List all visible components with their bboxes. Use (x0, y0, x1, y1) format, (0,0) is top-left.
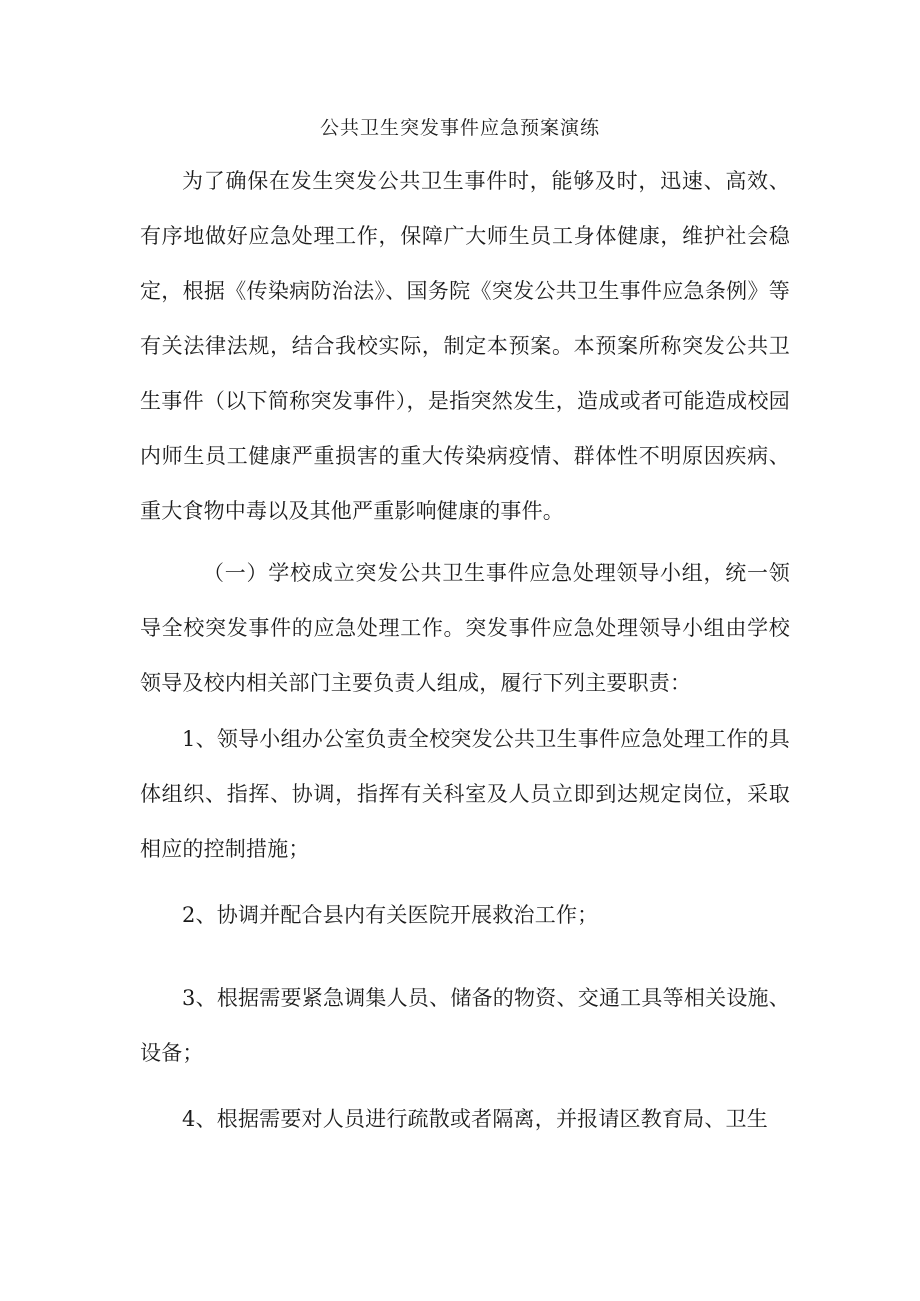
list-item-2: 2、协调并配合县内有关医院开展救治工作； (182, 903, 599, 927)
section-paragraph: （一）学校成立突发公共卫生事件应急处理领导小组，统一领导全校突发事件的应急处理工作。突发事件应急处理领导小组由学校领导及校内相关部门主要负责人组成，履行下列主要职责： (140, 561, 790, 695)
intro-paragraph: 为了确保在发生突发公共卫生事件时，能够及时，迅速、高效、有序地做好应急处理工作，保障广大师生员工身体健康，维护社会稳定，根据《传染病防治法》、国务院《突发公共卫生事件应急条例》等有关法律法规，结合我校实际，制定本预案。本预案所称突发公共卫生事件（以下简称突发事件），是指突然发生，造成或者可能造成校园内师生员工健康严重损害的重大传染病疫情、群体性不明原因疾病、重大食物中毒以及其他严重影响健康的事件。 (140, 169, 790, 523)
page-title: 公共卫生突发事件应急预案演练 (319, 117, 600, 139)
list-item-3: 3、根据需要紧急调集人员、储备的物资、交通工具等相关设施、设备； (140, 986, 790, 1065)
list-item-4: 4、根据需要对人员进行疏散或者隔离，并报请区教育局、卫生 (182, 1107, 768, 1131)
list-item-1: 1、领导小组办公室负责全校突发公共卫生事件应急处理工作的具体组织、指挥、协调，指挥有关科室及人员立即到达规定岗位，采取相应的控制措施； (140, 727, 790, 861)
